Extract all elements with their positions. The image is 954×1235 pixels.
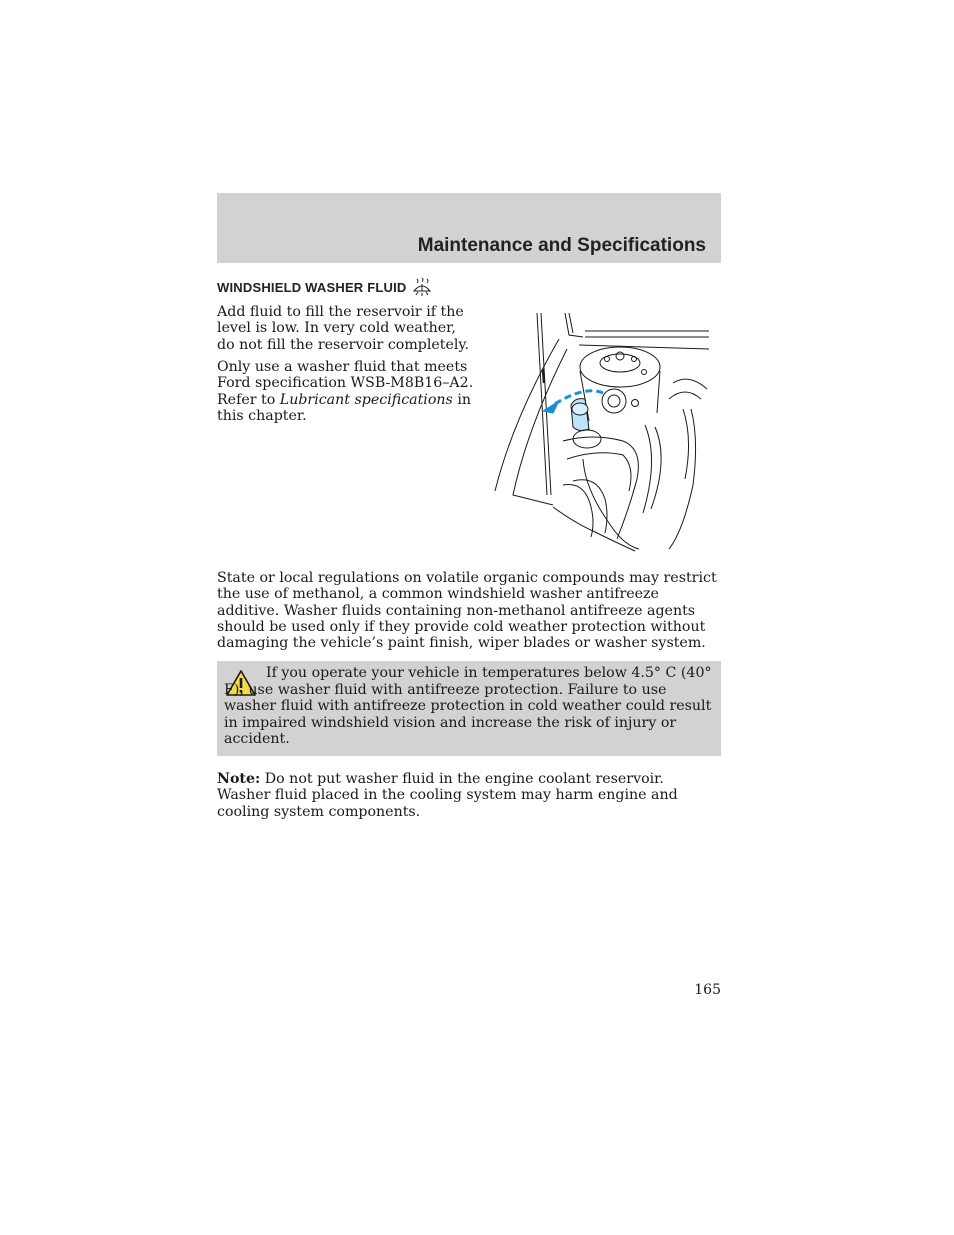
intro-paragraph-1: Add fluid to fill the reservoir if the level is low. In very cold weather, do not fill the reservoir completely. [217,304,470,353]
note-text: Do not put washer fluid in the engine coolant reservoir. Washer fluid placed in the cooling system may harm engine and cooling system components. [217,771,678,820]
header-band [217,193,721,263]
note-label: Note: [217,771,261,787]
warning-text: If you operate your vehicle in temperatures below 4.5° C (40° F), use washer fluid with antifreeze protection. Failure to use washer fluid with antifreeze protection in cold weather could result in impaired windshield vision and increase the risk of injury or accident. [224,665,712,748]
page-header-title: Maintenance and Specifications [417,235,706,256]
section-heading [217,277,433,297]
section-heading-text: WINDSHIELD WASHER FLUID [217,279,407,295]
lubricant-specifications-reference: Lubricant specifications [279,391,453,408]
warning-box [217,661,721,756]
engine-compartment-illustration [493,309,721,553]
windshield-washer-icon [411,277,433,297]
note-paragraph [217,771,721,820]
intro-paragraph-2-lead: Only use a washer fluid that meets Ford specification WSB-M8B16–A2. Refer to [217,359,474,408]
intro-paragraph-2-tail: in this chapter. [217,391,471,424]
page-number: 165 [694,982,721,998]
intro-paragraph-2 [217,359,475,424]
regulations-paragraph: State or local regulations on volatile organic compounds may restrict the use of methanol, a common windshield washer antifreeze additive. Washer fluids containing non-methanol antifreeze agents should be used only if they provide cold weather protection without damaging the vehicle’s paint finish, wiper blades or washer system. [217,570,717,652]
